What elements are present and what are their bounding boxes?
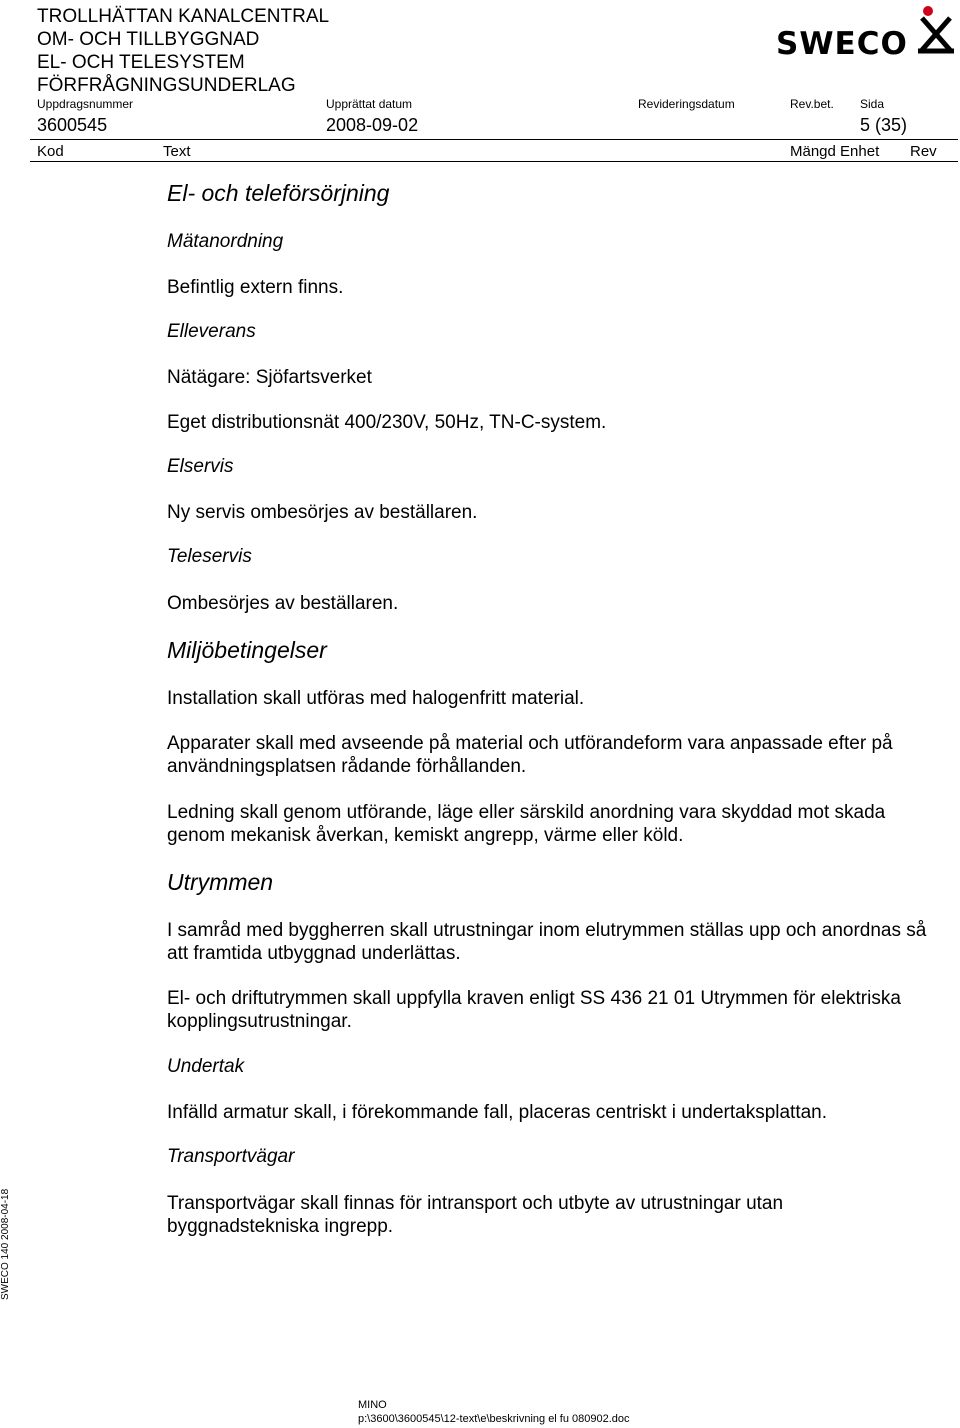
title-line: EL- OCH TELESYSTEM bbox=[37, 52, 245, 73]
section-title: El- och teleförsörjning bbox=[167, 180, 390, 206]
sidebar-form-id: SWECO 140 2008-04-18 bbox=[0, 1188, 11, 1300]
paragraph: Transportvägar skall finnas för intransport och utbyte av utrustningar utan byggnadstekniska ingrepp. bbox=[167, 1193, 784, 1237]
title-line: TROLLHÄTTAN KANALCENTRAL bbox=[37, 6, 330, 27]
paragraph: Befintlig extern finns. bbox=[167, 277, 344, 298]
paragraph: Eget distributionsnät 400/230V, 50Hz, TN-C-system. bbox=[167, 412, 607, 433]
revbet-label: Rev.bet. bbox=[790, 97, 834, 111]
heading-miljobetingelser: Miljöbetingelser bbox=[167, 637, 327, 663]
header-rule-bottom bbox=[30, 161, 958, 162]
heading-undertak: Undertak bbox=[167, 1056, 245, 1077]
paragraph: Apparater skall med avseende på material och utförandeform vara anpassade efter på användningsplatsen rådande förhållanden. bbox=[167, 733, 893, 777]
footer-author: MINO bbox=[358, 1399, 387, 1411]
column-kod: Kod bbox=[37, 143, 64, 160]
heading-utrymmen: Utrymmen bbox=[167, 869, 274, 895]
uppdragsnummer-label: Uppdragsnummer bbox=[37, 97, 134, 111]
paragraph: Nätägare: Sjöfartsverket bbox=[167, 367, 372, 388]
logo-text: SWECO bbox=[776, 26, 908, 62]
paragraph: Infälld armatur skall, i förekommande fall, placeras centriskt i undertaksplattan. bbox=[167, 1102, 828, 1123]
revideringsdatum-label: Revideringsdatum bbox=[638, 97, 735, 111]
uppdragsnummer-value: 3600545 bbox=[37, 115, 108, 135]
column-rev: Rev bbox=[910, 143, 937, 160]
heading-teleservis: Teleservis bbox=[167, 546, 252, 567]
sweco-mark-icon bbox=[916, 4, 956, 56]
column-text: Text bbox=[163, 143, 191, 160]
header-rule-top bbox=[30, 139, 958, 140]
heading-elleverans: Elleverans bbox=[167, 321, 256, 342]
sida-value: 5 (35) bbox=[860, 115, 908, 135]
footer-file-path: p:\3600\3600545\12-text\e\beskrivning el fu 080902.doc bbox=[358, 1413, 630, 1425]
column-mangd-enhet: Mängd Enhet bbox=[790, 143, 880, 160]
heading-elservis: Elservis bbox=[167, 456, 234, 477]
paragraph: Ombesörjes av beställaren. bbox=[167, 593, 399, 614]
title-line: FÖRFRÅGNINGSUNDERLAG bbox=[37, 75, 296, 96]
heading-matanordning: Mätanordning bbox=[167, 231, 284, 252]
sweco-logo bbox=[776, 4, 954, 60]
paragraph: Ledning skall genom utförande, läge eller särskild anordning vara skyddad mot skada genom mekanisk åverkan, kemiskt angrepp, värme eller köld. bbox=[167, 802, 886, 846]
paragraph: El- och driftutrymmen skall uppfylla kraven enligt SS 436 21 01 Utrymmen för elektriska kopplingsutrustningar. bbox=[167, 988, 901, 1032]
upprattat-datum-label: Upprättat datum bbox=[326, 97, 413, 111]
paragraph: Installation skall utföras med halogenfritt material. bbox=[167, 688, 585, 709]
paragraph: I samråd med byggherren skall utrustningar inom elutrymmen ställas upp och anordnas så att framtida utbyggnad underlättas. bbox=[167, 920, 927, 964]
heading-transportvagar: Transportvägar bbox=[167, 1146, 295, 1167]
title-line: OM- OCH TILLBYGGNAD bbox=[37, 29, 260, 50]
paragraph: Ny servis ombesörjes av beställaren. bbox=[167, 502, 478, 523]
upprattat-datum-value: 2008-09-02 bbox=[326, 115, 419, 135]
sida-label: Sida bbox=[860, 97, 885, 111]
